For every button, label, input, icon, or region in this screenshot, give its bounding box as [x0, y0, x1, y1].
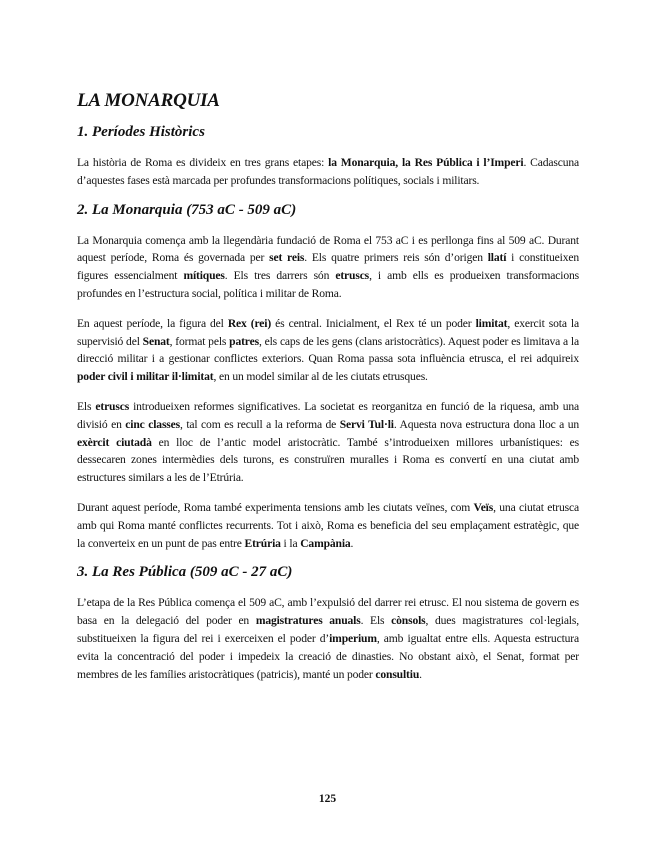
paragraph-monarquia-origins: La Monarquia comença amb la llegendària fundació de Roma el 753 aC i es perllonga fins al 509 aC. Durant aquest període, Roma és governada per set reis. Els quatre primers reis són d’origen llatí i constitueixen figures essencialment mítiques. Els tres darrers són etruscs, i amb ells es produeixen transformacions profundes en l’estructura social, política i militar de Roma. — [77, 233, 579, 300]
paragraph-periodes: La història de Roma es divideix en tres grans etapes: la Monarquia, la Res Pública i l’Imperi. Cadascuna d’aquestes fases està marcada per profundes transformacions polítiques, socials i militars. — [77, 156, 579, 187]
page-number: 125 — [318, 793, 337, 805]
section-heading-monarquia: 2. La Monarquia (753 aC - 509 aC) — [77, 201, 297, 218]
section-heading-periodes: 1. Períodes Històrics — [77, 124, 205, 140]
document-page — [77, 90, 579, 695]
paragraph-monarquia-etruscs: Els etruscs introdueixen reformes significatives. La societat es reorganitza en funció de la riquesa, amb una divisió en cinc classes, tal com es recull a la reforma de Servi Tul·li. Aquesta nova estructura dona lloc a un exèrcit ciutadà en lloc de l’antic model aristocràtic. També s’introdueixen millores urbanístiques: es dessecaren zones intermèdies dels turons, es construïren muralles i Roma es convertí en una ciutat amb estructures similars a les de l’Etrúria. — [77, 399, 580, 485]
page-title: LA MONARQUIA — [77, 90, 220, 111]
paragraph-monarquia-tensions: Durant aquest període, Roma també experimenta tensions amb les ciutats veïnes, com Veïs, una ciutat etrusca amb qui Roma manté conflictes recurrents. Tot i això, Roma es beneficia del seu emplaçament estratègic, que la converteix en un punt de pas entre Etrúria i la Campània. — [77, 500, 579, 550]
paragraph-monarquia-rex: En aquest període, la figura del Rex (rei) és central. Inicialment, el Rex té un poder limitat, exercit sota la supervisió del Senat, format pels patres, els caps de les gens (clans aristocràtics). Aquest poder es limitava a la direcció militar i a gestionar conflictes exteriors. Quan Roma passa sota influència etrusca, el rei adquireix poder civil i militar il·limitat, en un model similar al de les ciutats etrusques. — [77, 316, 579, 384]
section-heading-res-publica: 3. La Res Pública (509 aC - 27 aC) — [77, 564, 293, 581]
paragraph-res-publica: L’etapa de la Res Pública comença el 509 aC, amb l’expulsió del darrer rei etrusc. El nou sistema de govern es basa en la delegació del poder en magistratures anuals. Els cònsols, dues magistratures col·legials, substitueixen la figura del rei i exerceixen el poder d’imperium, amb igualtat entre ells. Aquesta estructura evita la concentració del poder i impedeix la creació de dinasties. No obstant això, el Senat, format per membres de les famílies aristocràtiques (patricis), manté un poder consultiu. — [77, 596, 579, 681]
